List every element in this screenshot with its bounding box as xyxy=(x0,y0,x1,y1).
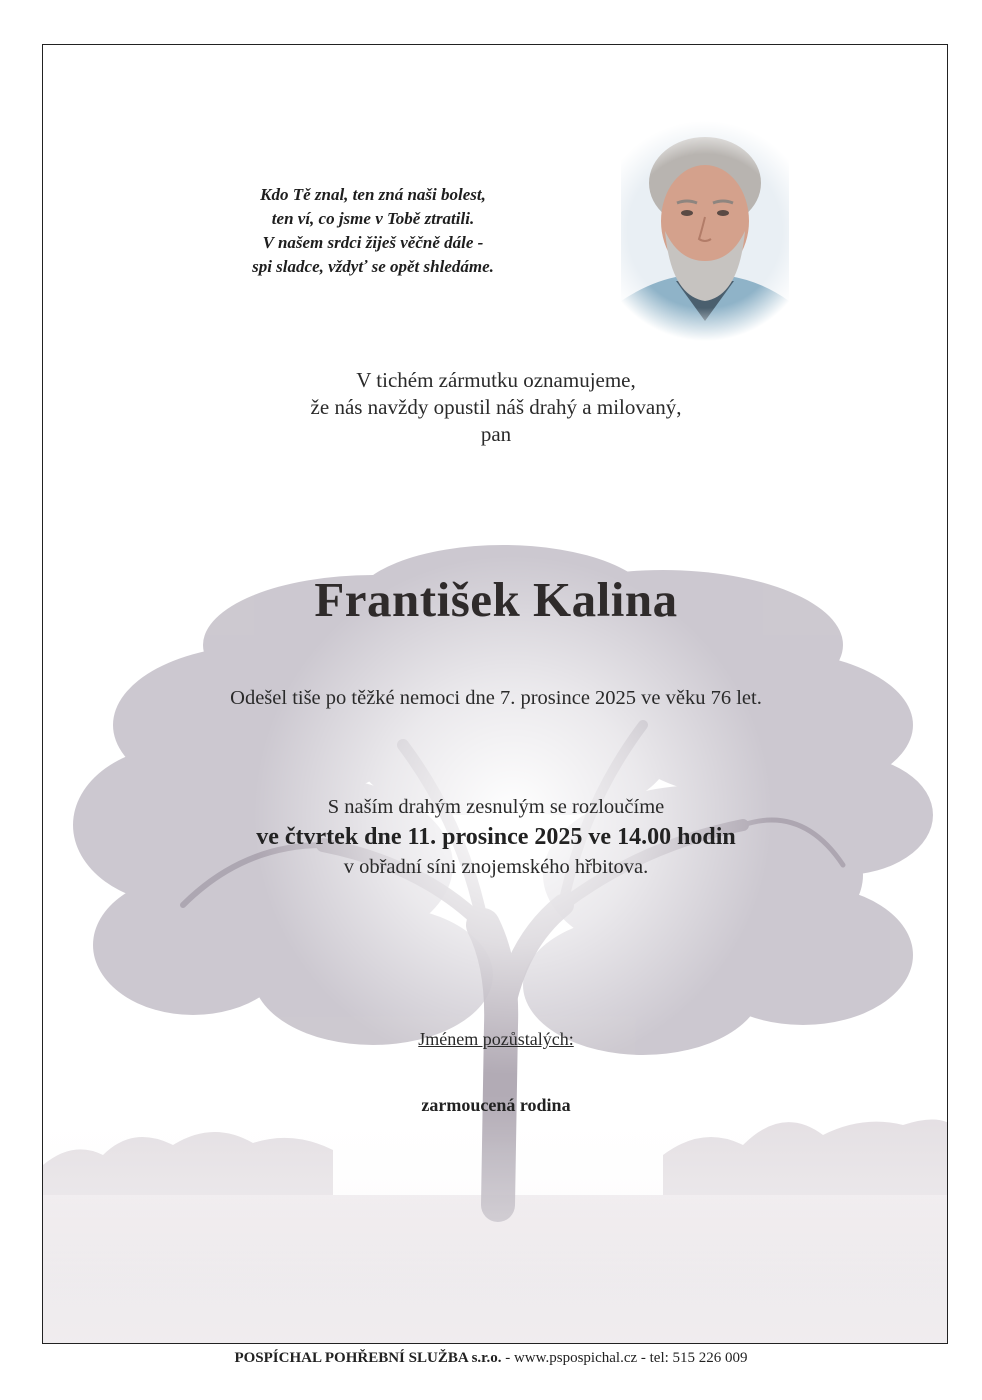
footer-web: - www.pspospichal.cz - xyxy=(505,1350,646,1366)
deceased-name: František Kalina xyxy=(314,572,678,627)
farewell-intro: S naším drahým zesnulým se rozloučíme xyxy=(327,796,665,818)
poem-line: spi sladce, vždyť se opět shledáme. xyxy=(252,257,494,276)
portrait-photo xyxy=(621,121,789,347)
signature: zarmoucená rodina xyxy=(421,1095,571,1115)
announcement xyxy=(193,367,799,448)
footer-company: POSPÍCHAL POHŘEBNÍ SLUŽBA s.r.o. xyxy=(234,1350,502,1366)
announcement-line: pan xyxy=(480,422,512,446)
farewell-info xyxy=(123,793,869,881)
death-notice: Odešel tiše po těžké nemoci dne 7. prosince 2025 ve věku 76 let. xyxy=(230,687,762,709)
notice-frame xyxy=(42,44,948,1344)
poem-line: V našem srdci žiješ věčně dále - xyxy=(262,233,484,252)
farewell-date-time: ve čtvrtek dne 11. prosince 2025 ve 14.00 hodin xyxy=(256,824,736,850)
announcement-line: že nás navždy opustil náš drahý a milovaný, xyxy=(310,395,682,419)
on-behalf-label: Jménem pozůstalých: xyxy=(418,1029,574,1049)
poem-line: Kdo Tě znal, ten zná naši bolest, xyxy=(260,185,486,204)
footer-phone: tel: 515 226 009 xyxy=(649,1350,748,1366)
poem-line: ten ví, co jsme v Tobě ztratili. xyxy=(271,209,475,228)
memorial-poem xyxy=(173,183,573,279)
footer xyxy=(0,1350,982,1367)
farewell-place: v obřadní síni znojemského hřbitova. xyxy=(343,856,649,878)
announcement-line: V tichém zármutku oznamujeme, xyxy=(356,368,636,392)
